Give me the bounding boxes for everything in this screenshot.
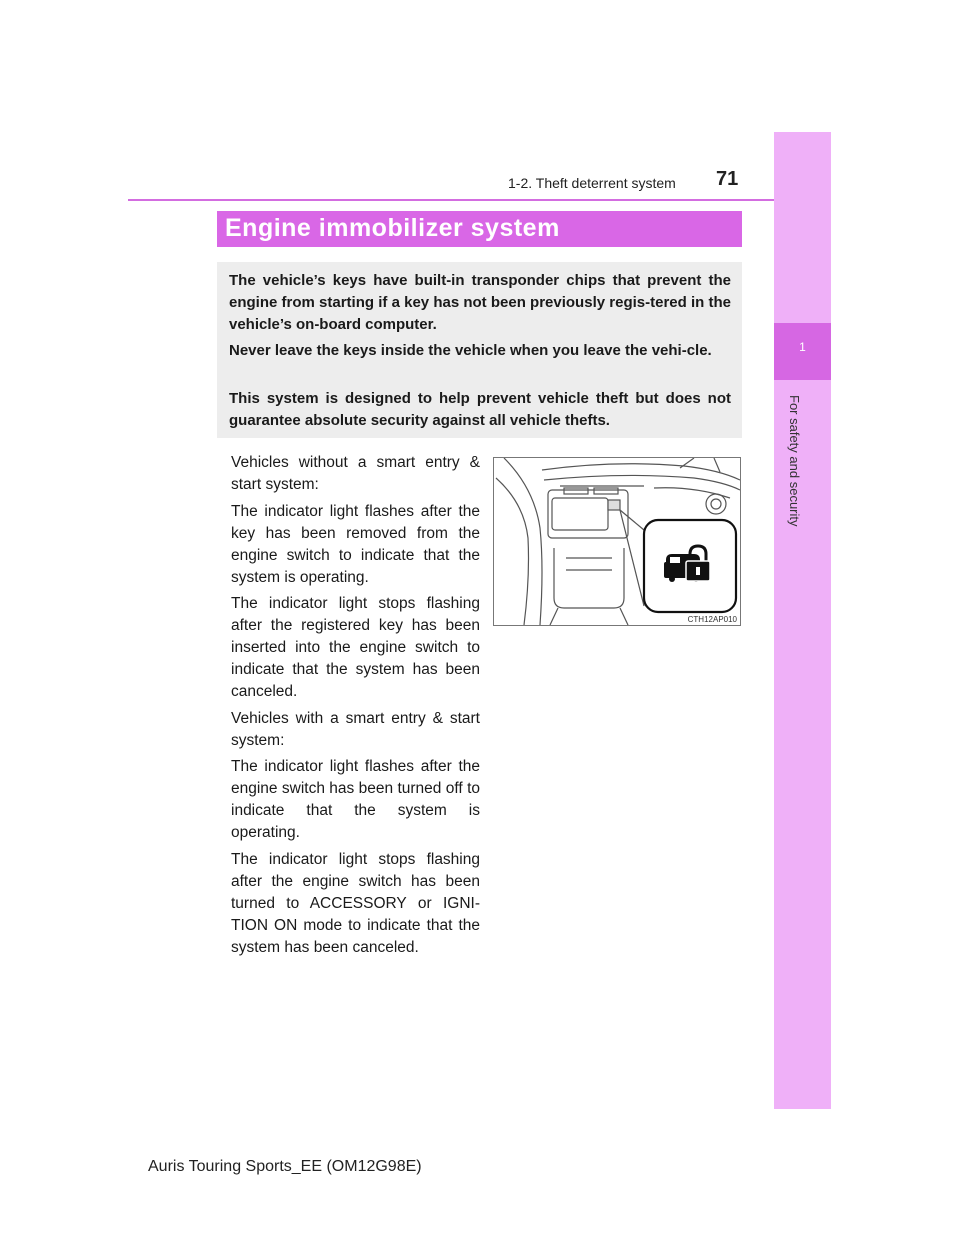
intro-paragraph: The vehicle’s keys have built-in transponder chips that prevent the engine from starting if a key has not been previously regis-tered in the vehicle’s on-board computer. (229, 272, 731, 333)
header-divider (128, 199, 774, 201)
body-paragraph: The indicator light flashes after the engine switch has been turned off to indicate that the system is operating. (231, 758, 480, 841)
page-number: 71 (716, 168, 739, 190)
chapter-side-tab (774, 132, 831, 1109)
section-title-bar (217, 211, 742, 247)
figure-code: CTH12AP010 (687, 615, 737, 624)
section-label: 1-2. Theft deterrent system (508, 175, 676, 191)
chapter-title: For safety and security (787, 395, 802, 527)
dashboard-illustration (493, 457, 741, 626)
chapter-number: 1 (799, 340, 806, 354)
body-paragraph: The indicator light stops flashing after the registered key has been inserted into the engine switch to indicate that the system has been canceled. (231, 595, 480, 700)
body-paragraph: Vehicles without a smart entry & start system: (231, 454, 480, 493)
footer-manual-id: Auris Touring Sports_EE (OM12G98E) (148, 1158, 422, 1175)
body-paragraph: The indicator light stops flashing after the engine switch has been turned to ACCESSORY or IGNI-TION ON mode to indicate that the system has been canceled. (231, 850, 480, 956)
intro-paragraph: This system is designed to help prevent vehicle theft but does not guarantee absolute security against all vehicle thefts. (229, 390, 731, 429)
intro-paragraph: Never leave the keys inside the vehicle when you leave the vehi-cle. (229, 342, 712, 359)
body-text-column (231, 452, 480, 963)
body-paragraph: The indicator light flashes after the key has been removed from the engine switch to indicate that the system is operating. (231, 502, 480, 586)
body-paragraph: Vehicles with a smart entry & start system: (231, 709, 480, 749)
page-title: Engine immobilizer system (225, 214, 560, 242)
intro-box (217, 262, 742, 438)
dashboard-drawing (494, 458, 740, 625)
